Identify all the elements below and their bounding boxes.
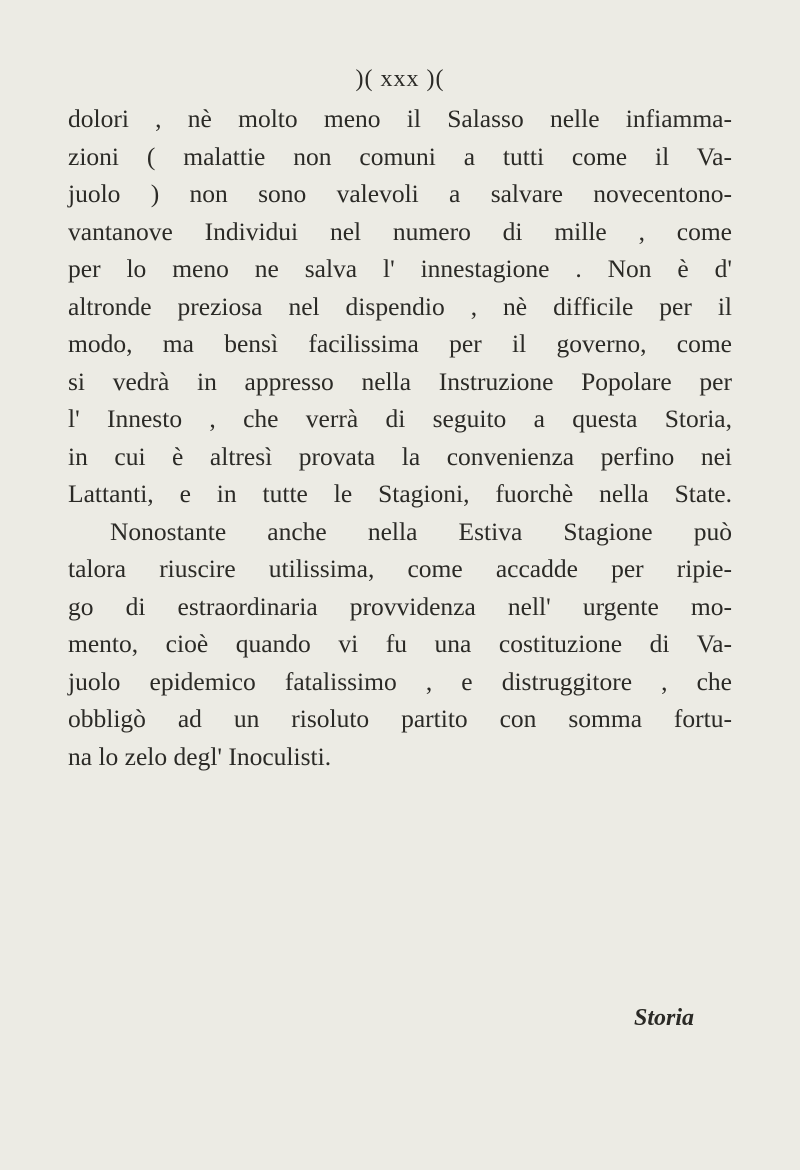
text-line: l' Innesto , che verrà di seguito a questa Storia,: [68, 404, 732, 433]
text-line: talora riuscire utilissima, come accadde per ripie-: [68, 554, 732, 583]
text-line: mento, cioè quando vi fu una costituzione di Va-: [68, 629, 732, 658]
text-line: zioni ( malattie non comuni a tutti come il Va-: [68, 141, 732, 171]
page-number-header: )( xxx )(: [355, 66, 445, 92]
text-line: juolo epidemico fatalissimo , e distruggitore , che: [68, 666, 732, 696]
text-line: juolo ) non sono valevoli a salvare novecentono-: [68, 179, 732, 208]
text-line: per lo meno ne salva l' innestagione . Non è d': [68, 254, 732, 283]
text-line: na lo zelo degl' Inoculisti.: [68, 741, 332, 771]
text-line: modo, ma bensì facilissima per il governo, come: [68, 329, 732, 358]
text-line: altronde preziosa nel dispendio , nè difficile per il: [68, 291, 732, 321]
text-line: in cui è altresì provata la convenienza perfino nei: [68, 441, 732, 471]
body-text: [68, 100, 732, 775]
text-line: obbligò ad un risoluto partito con somma fortu-: [68, 704, 732, 733]
text-line: go di estraordinaria provvidenza nell' urgente mo-: [68, 591, 732, 621]
text-line: vantanove Individui nel numero di mille , come: [68, 216, 732, 246]
text-line: si vedrà in appresso nella Instruzione Popolare per: [68, 366, 732, 396]
text-line: dolori , nè molto meno il Salasso nelle infiamma-: [68, 104, 732, 133]
catchword: Storia: [634, 1005, 695, 1031]
text-line: Lattanti, e in tutte le Stagioni, fuorchè nella State.: [68, 479, 732, 508]
paragraph-start-line: Nonostante anche nella Estiva Stagione può: [110, 516, 732, 546]
